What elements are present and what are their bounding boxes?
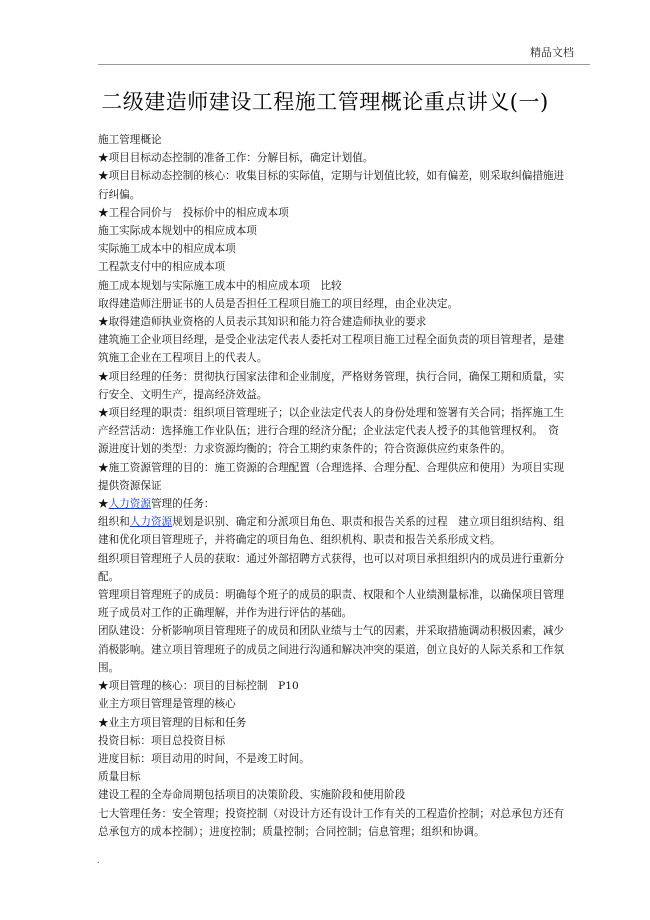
- paragraph: 工程款支付中的相应成本项: [98, 261, 226, 274]
- paragraph: 施工实际成本规划中的相应成本项: [98, 225, 257, 238]
- paragraph: 进度目标：项目动用的时间，不是竣工时间。: [98, 752, 310, 765]
- paragraph: 建筑施工企业项目经理，是受企业法定代表人委托对工程项目施工过程全面负责的项目管理者，是建筑施工企业在工程项目上的代表人。: [98, 334, 565, 365]
- paragraph: 业主方项目管理是管理的核心: [98, 698, 236, 711]
- header-divider: [98, 64, 590, 65]
- footer-dot: .: [97, 856, 100, 865]
- paragraph: ★取得建造师执业资格的人员表示其知识和能力符合建造师执业的要求: [98, 316, 427, 329]
- paragraph: 七大管理任务：安全管理；投资控制（对设计方还有设计工作有关的工程造价控制；对总承包方还有总承包方的成本控制）；进度控制；质量控制；合同控制；信息管理；组织和协调。: [98, 807, 565, 838]
- hr-link[interactable]: 人力资源: [129, 516, 173, 529]
- paragraph: ★项目目标动态控制的核心：收集目标的实际值，定期与计划值比较，如有偏差，则采取纠偏措施进行纠偏。: [98, 170, 565, 201]
- paragraph: ★项目经理的职责：组织项目管理班子；以企业法定代表人的身份处理和签署有关合同；指挥施工生产经营活动：选择施工作业队伍；进行合理的经济分配；企业法定代表人授予的其他管理权利。 资源进度计划的类型：力求资源均衡的；符合工期约束条件的；符合资源供应约束条件的。: [98, 407, 565, 456]
- paragraph: 管理项目管理班子的成员：明确每个班子的成员的职责、权限和个人业绩测量标准，以确保项目管理班子成员对工作的正确理解，并作为进行评估的基础。: [98, 589, 565, 620]
- paragraph-hr-task: [98, 495, 566, 513]
- hr-plan-suffix: 规划是识别、确定和分派项目角色、职责和报告关系的过程 建立项目组织结构、组建和优化项目管理班子，并将确定的项目角色、组织机构、职责和报告关系形成文档。: [98, 516, 565, 547]
- paragraph: 组织项目管理班子人员的获取：通过外部招聘方式获得，也可以对项目承担组织内的成员进行重新分配。: [98, 552, 565, 583]
- paragraph: 施工成本规划与实际施工成本中的相应成本项 比较: [98, 279, 342, 292]
- paragraph: 施工管理概论: [98, 134, 162, 146]
- document-body: [98, 131, 566, 841]
- paragraph: ★项目管理的核心：项目的目标控制 P10: [98, 680, 299, 693]
- paragraph: ★施工资源管理的目的：施工资源的合理配置（合理选择、合理分配、合理供应和使用）为项目实现提供资源保证: [98, 461, 565, 492]
- paragraph: 取得建造师注册证书的人员是否担任工程项目施工的项目经理，由企业决定。: [98, 297, 459, 310]
- paragraph: 实际施工成本中的相应成本项: [98, 243, 236, 256]
- hr-plan-prefix: 组织和: [98, 516, 130, 529]
- paragraph: 投资目标：项目总投资目标: [98, 734, 226, 747]
- hr-link[interactable]: 人力资源: [108, 498, 151, 511]
- paragraph: 质量目标: [98, 771, 141, 784]
- hr-task-suffix: 管理的任务：: [150, 498, 215, 511]
- paragraph: ★项目目标动态控制的准备工作：分解目标，确定计划值。: [98, 152, 374, 165]
- page-title: 二级建造师建设工程施工管理概论重点讲义(一): [101, 90, 549, 114]
- paragraph: ★业主方项目管理的目标和任务: [98, 716, 247, 729]
- paragraph: ★工程合同价与 投标价中的相应成本项: [98, 206, 289, 219]
- paragraph-hr-plan: [98, 513, 566, 549]
- star-prefix: ★: [98, 498, 109, 511]
- paragraph: 团队建设：分析影响项目管理班子的成员和团队业绩与士气的因素，并采取措施调动积极因素，减少消极影响。建立项目管理班子的成员之间进行沟通和解决冲突的渠道，创立良好的人际关系和工作氛围。: [98, 625, 565, 674]
- paragraph: ★项目经理的任务：贯彻执行国家法律和企业制度，严格财务管理，执行合同，确保工期和质量，实行安全、文明生产，提高经济效益。: [98, 370, 565, 401]
- paragraph: 建设工程的全寿命周期包括项目的决策阶段、实施阶段和使用阶段: [98, 789, 406, 802]
- header-label: 精品文档: [530, 46, 574, 59]
